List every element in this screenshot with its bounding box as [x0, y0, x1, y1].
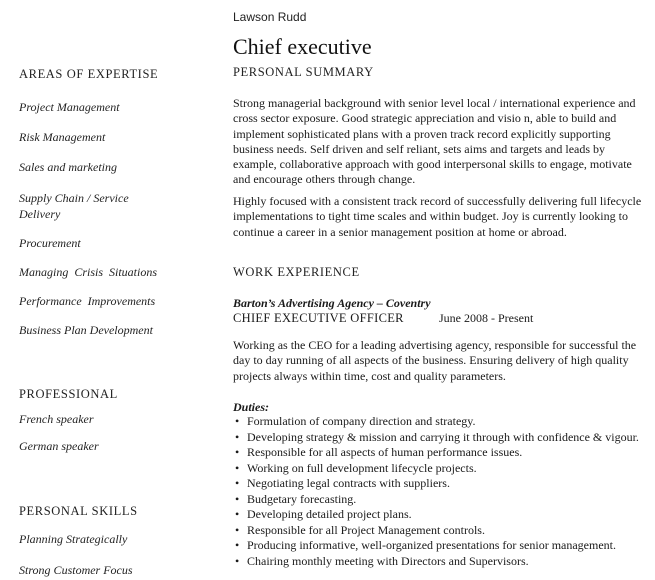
duty-item: • Budgetary forecasting.: [233, 492, 648, 508]
expertise-item: Supply Chain / Service Delivery: [19, 191, 129, 221]
skill-item: Strong Customer Focus: [19, 563, 133, 577]
summary-paragraph: Highly focused with a consistent track record of successfully delivering full lifecycle implementations to tight time scales and within budget. Joy is currently looking to continue a career in a senior management position at home or abroad.: [233, 194, 642, 239]
role-title: CHIEF EXECUTIVE OFFICER: [233, 311, 404, 325]
summary-paragraph: Strong managerial background with senior level local / international experience and cross sector exposure. Good strategic appreciation and visio n, able to build and implement sophisticated plans with a proven track record explicitly supporting business needs. Self driven and self reliant, sets aims and targets and leads by example, collaborative approach with good interpersonal skills to engage, motivate and encourage others through change.: [233, 96, 636, 187]
duty-item: • Responsible for all Project Management controls.: [233, 523, 648, 539]
expertise-item: Business Plan Development: [19, 323, 153, 337]
duty-item: • Developing strategy & mission and carrying it through with confidence & vigour.: [233, 430, 648, 446]
duties-list: [233, 414, 648, 569]
professional-item: German speaker: [19, 439, 99, 453]
expertise-item: Project Management: [19, 100, 120, 114]
expertise-item: Performance Improvements: [19, 294, 156, 308]
duty-item: • Working on full development lifecycle projects.: [233, 461, 648, 477]
experience-heading: WORK EXPERIENCE: [233, 265, 360, 279]
expertise-heading: AREAS OF EXPERTISE: [19, 67, 159, 81]
duty-item: • Formulation of company direction and strategy.: [233, 414, 648, 430]
job-title: Chief executive: [233, 34, 372, 59]
expertise-item: Procurement: [19, 236, 81, 250]
role-description: Working as the CEO for a leading advertising agency, responsible for successful the day to day running of all aspects of the business. Ensuring delivery of high quality projects always within time, cost and quality parameters.: [233, 338, 637, 383]
duty-item: • Chairing monthly meeting with Directors and Supervisors.: [233, 554, 648, 570]
expertise-item: Managing Crisis Situations: [19, 265, 158, 279]
employment-dates: June 2008 - Present: [439, 311, 534, 325]
expertise-item: Risk Management: [19, 130, 106, 144]
skill-item: Planning Strategically: [19, 532, 128, 546]
duty-item: • Developing detailed project plans.: [233, 507, 648, 523]
duties-label: Duties:: [233, 400, 269, 414]
duty-item: • Responsible for all aspects of human performance issues.: [233, 445, 648, 461]
employer-name: Barton’s Advertising Agency – Coventry: [233, 296, 431, 310]
professional-item: French speaker: [19, 412, 94, 426]
summary-heading: PERSONAL SUMMARY: [233, 65, 374, 79]
candidate-name: Lawson Rudd: [233, 10, 307, 24]
professional-heading: PROFESSIONAL: [19, 387, 118, 401]
duty-item: • Producing informative, well-organized presentations for senior management.: [233, 538, 648, 554]
skills-heading: PERSONAL SKILLS: [19, 504, 138, 518]
expertise-item: Sales and marketing: [19, 160, 117, 174]
duty-item: • Negotiating legal contracts with suppliers.: [233, 476, 648, 492]
